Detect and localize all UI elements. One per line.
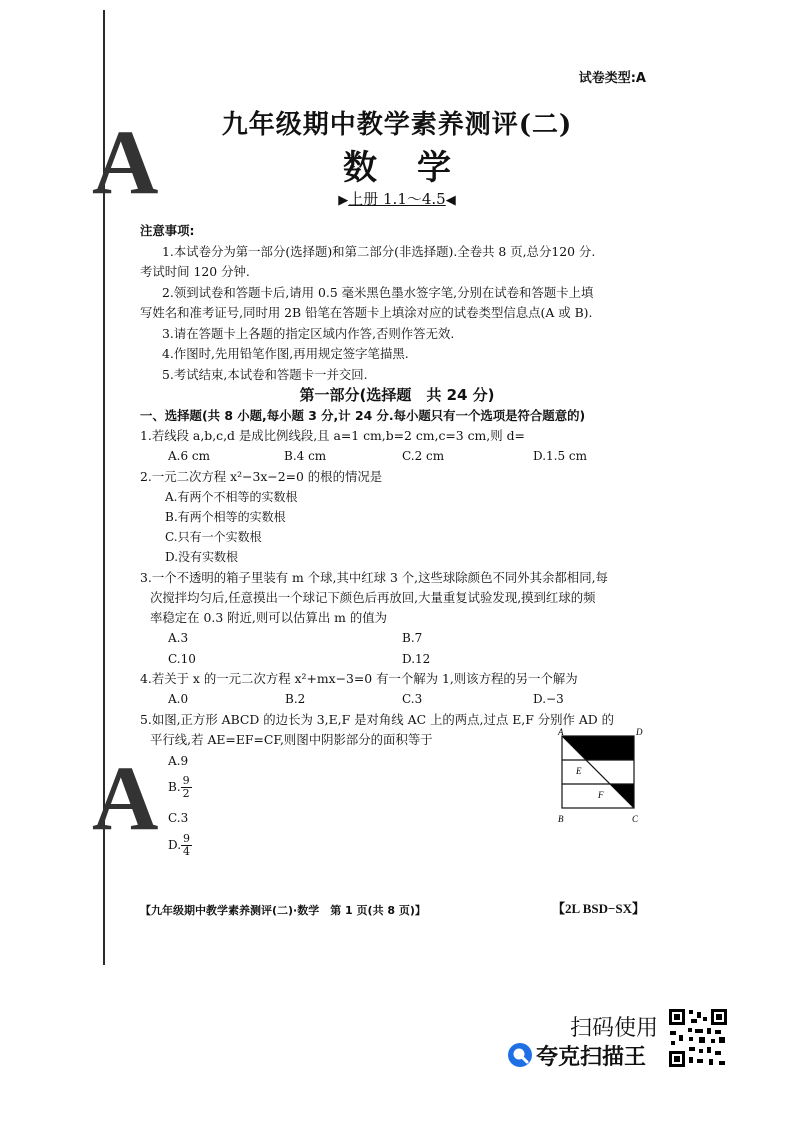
- question-1-option-c: C.2 cm: [402, 449, 445, 463]
- label-e: E: [576, 766, 582, 776]
- exam-title: 九年级期中教学素养测评(二): [221, 110, 573, 140]
- question-3-option-c: C.10: [168, 652, 196, 666]
- question-2-option-d: D.没有实数根: [165, 550, 239, 564]
- question-5-option-c: C.3: [168, 811, 189, 825]
- question-4-stem: 4.若关于 x 的一元二次方程 x²+mx−3=0 有一个解为 1,则该方程的另一个解为: [140, 671, 578, 686]
- question-3-option-a: A.3: [168, 631, 189, 645]
- subject-title: 数学: [343, 148, 491, 188]
- triangle-left-icon: ◀: [445, 193, 456, 208]
- question-4-option-d: D.−3: [533, 692, 564, 706]
- footer-paper-code: 【2L BSD−SX】: [552, 901, 646, 916]
- notes-item: 考试时间 120 分钟.: [140, 264, 250, 279]
- scope-label: [0, 188, 794, 209]
- label-a: A: [558, 727, 564, 737]
- question-1-option-d: D.1.5 cm: [533, 449, 588, 463]
- notes-item: 1.本试卷分为第一部分(选择题)和第二部分(非选择题).全卷共 8 页,总分120 分.: [162, 243, 596, 259]
- option-d-prefix: D.: [168, 838, 182, 852]
- fraction-nine-halves: [181, 775, 192, 800]
- shaded-region-top: [562, 736, 634, 760]
- watermark-letter-a-top: A: [92, 111, 159, 213]
- question-5-option-a: A.9: [168, 754, 189, 768]
- question-4-option-b: B.2: [285, 692, 306, 706]
- label-f: F: [598, 790, 604, 800]
- notes-item: 4.作图时,先用铅笔作图,再用规定签字笔描黑.: [162, 346, 409, 361]
- label-d: D: [636, 727, 643, 737]
- question-1-stem: 1.若线段 a,b,c,d 是成比例线段,且 a=1 cm,b=2 cm,c=3 cm,则 d=: [140, 428, 525, 443]
- question-2-option-b: B.有两个相等的实数根: [165, 510, 286, 524]
- question-3-stem-line: 3.一个不透明的箱子里装有 m 个球,其中红球 3 个,这些球除颜色不同外其余都相同,每: [140, 570, 608, 585]
- triangle-right-icon: ▶: [338, 193, 349, 208]
- paper-type: 试卷类型:A: [578, 71, 646, 86]
- notes-block: [140, 221, 660, 385]
- question-2-option-c: C.只有一个实数根: [165, 530, 262, 544]
- question-1-option-a: A.6 cm: [168, 449, 211, 463]
- question-4-option-a: A.0: [168, 692, 189, 706]
- question-2-stem: 2.一元二次方程 x²−3x−2=0 的根的情况是: [140, 469, 383, 484]
- notes-item: 3.请在答题卡上各题的指定区域内作答,否则作答无效.: [162, 325, 455, 341]
- question-2-option-a: A.有两个不相等的实数根: [165, 490, 298, 504]
- footer-page-info: 【九年级期中教学素养测评(二)·数学 第 1 页(共 8 页)】: [140, 904, 426, 917]
- scanner-caption: 扫码使用: [570, 1016, 659, 1041]
- fraction-denominator: 2: [182, 787, 190, 800]
- fraction-denominator: 4: [183, 845, 191, 858]
- fraction-numerator: 9: [183, 832, 191, 845]
- notes-heading: 注意事项:: [140, 223, 195, 238]
- question-3-option-b: B.7: [402, 631, 423, 645]
- scanner-brand: 夸克扫描王: [536, 1045, 647, 1070]
- notes-item: 写姓名和准考证号,同时用 2B 铅笔在答题卡上填涂对应的试卷类型信息点(A 或 B).: [140, 305, 593, 320]
- qr-code-icon[interactable]: [667, 1007, 729, 1069]
- question-3-option-d: D.12: [402, 652, 431, 666]
- notes-item: 2.领到试卷和答题卡后,请用 0.5 毫米黑色墨水签字笔,分别在试卷和答题卡上填: [162, 284, 594, 300]
- label-c: C: [632, 814, 639, 824]
- question-3-stem-line: 次搅拌均匀后,任意摸出一个球记下颜色后再放回,大量重复试验发现,摸到红球的频: [150, 590, 596, 605]
- notes-item: 5.考试结束,本试卷和答题卡一并交回.: [162, 366, 368, 382]
- square-figure: [552, 726, 647, 830]
- label-b: B: [558, 814, 564, 824]
- question-5-stem-line: 5.如图,正方形 ABCD 的边长为 3,E,F 是对角线 AC 上的两点,过点 E,F 分别作 AD 的: [140, 712, 615, 727]
- fraction-numerator: 9: [182, 774, 190, 787]
- question-5-option-b: [168, 775, 192, 800]
- question-3-stem-line: 率稳定在 0.3 附近,则可以估算出 m 的值为: [150, 610, 388, 625]
- question-5-stem-line: 平行线,若 AE=EF=CF,则图中阴影部分的面积等于: [150, 732, 433, 747]
- scope-text: 上册 1.1～4.5: [348, 190, 446, 208]
- quark-logo-icon: [507, 1042, 533, 1068]
- part-one-heading: 第一部分(选择题 共 24 分): [299, 386, 495, 404]
- section-one-heading: 一、选择题(共 8 小题,每小题 3 分,计 24 分.每小题只有一个选项是符合题意的): [140, 408, 586, 423]
- question-1-option-b: B.4 cm: [284, 449, 327, 463]
- fraction-nine-quarters: [181, 833, 192, 858]
- question-4-option-c: C.3: [402, 692, 423, 706]
- option-b-prefix: B.: [168, 780, 181, 794]
- question-5-option-d: [168, 833, 192, 858]
- watermark-letter-a-bottom: A: [92, 747, 159, 849]
